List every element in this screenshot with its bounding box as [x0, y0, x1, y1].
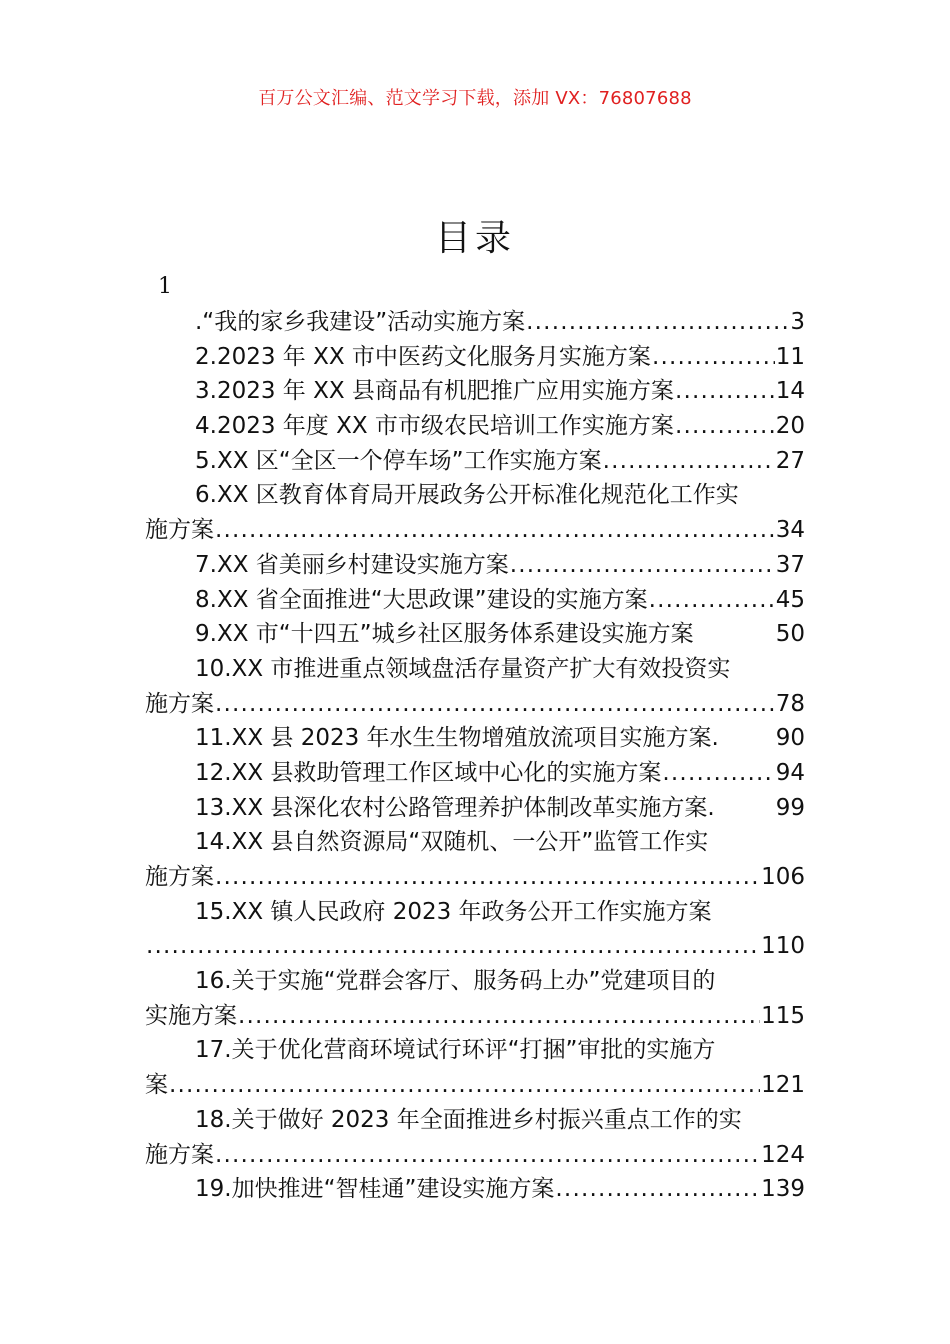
toc-entry-7[interactable] [145, 548, 805, 583]
toc-page-number: 94 [775, 759, 805, 786]
toc-entry-18-continued[interactable] [145, 1138, 805, 1173]
toc-entry-13[interactable] [145, 791, 805, 826]
toc-entry-14[interactable] [145, 825, 805, 860]
table-of-contents [145, 305, 805, 1207]
toc-entry-title: 18.关于做好 2023 年全面推进乡村振兴重点工作的实 [195, 1106, 742, 1133]
toc-page-number: 27 [775, 447, 805, 474]
header-banner: 百万公文汇编、范文学习下载，添加 VX：76807688 [258, 88, 692, 109]
toc-entry-16-continued[interactable] [145, 999, 805, 1034]
toc-entry-title-continued: 施方案 [145, 1141, 214, 1168]
toc-leader-dots [526, 305, 789, 340]
toc-entry-title: 6.XX 区教育体育局开展政务公开标准化规范化工作实 [195, 482, 739, 509]
toc-entry-14-continued[interactable] [145, 860, 805, 895]
toc-leader-dots [675, 409, 775, 444]
toc-page-number: 121 [761, 1072, 805, 1099]
toc-entry-title: 7.XX 省美丽乡村建设实施方案 [195, 551, 509, 578]
toc-entry-10[interactable] [145, 652, 805, 687]
toc-page-number: 50 [775, 621, 805, 648]
toc-leader-dots [510, 548, 775, 583]
toc-page-number: 124 [761, 1141, 805, 1168]
toc-entry-11[interactable] [145, 721, 805, 756]
toc-entry-15-continued[interactable] [145, 929, 805, 964]
toc-entry-5[interactable] [145, 444, 805, 479]
toc-entry-title: 4.2023 年度 XX 市市级农民培训工作实施方案 [195, 413, 674, 440]
page-title: 目录 [434, 218, 515, 259]
toc-leader-dots [215, 513, 775, 548]
toc-entry-title: 17.关于优化营商环境试行环评“打捆”审批的实施方 [195, 1037, 716, 1064]
toc-page-number: 115 [761, 1002, 805, 1029]
toc-page-number: 139 [761, 1176, 805, 1203]
toc-leader-dots [603, 444, 775, 479]
toc-entry-16[interactable] [145, 964, 805, 999]
toc-entry-3[interactable] [145, 374, 805, 409]
toc-leader-dots [215, 687, 775, 722]
toc-entry-title: 2.2023 年 XX 市中医药文化服务月实施方案 [195, 343, 651, 370]
toc-leader-dots [649, 583, 775, 618]
toc-entry-title: 8.XX 省全面推进“大思政课”建设的实施方案 [195, 586, 648, 613]
toc-page-number: 110 [761, 933, 805, 960]
toc-entry-title-continued: 案 [145, 1072, 168, 1099]
toc-page-number: 45 [775, 586, 805, 613]
toc-entry-title-continued: 实施方案 [145, 1002, 237, 1029]
toc-leader-dots [652, 340, 775, 375]
toc-entry-title: 13.XX 县深化农村公路管理养护体制改革实施方案. [195, 794, 715, 821]
toc-entry-17-continued[interactable] [145, 1068, 805, 1103]
toc-entry-title: 12.XX 县救助管理工作区域中心化的实施方案 [195, 759, 662, 786]
toc-entry-title: 15.XX 镇人民政府 2023 年政务公开工作实施方案 [195, 898, 712, 925]
toc-leader-dots [169, 1068, 760, 1103]
toc-entry-18[interactable] [145, 1103, 805, 1138]
toc-page-number: 106 [761, 864, 805, 890]
toc-entry-2[interactable] [145, 340, 805, 375]
toc-leader-dots [215, 1138, 760, 1173]
toc-entry-19[interactable] [145, 1172, 805, 1207]
toc-page-number: 11 [775, 343, 805, 370]
toc-entry-15[interactable] [145, 895, 805, 930]
toc-entry-17[interactable] [145, 1033, 805, 1068]
toc-page-number: 37 [775, 551, 805, 578]
toc-page-number: 78 [775, 690, 805, 717]
toc-entry-title: 3.2023 年 XX 县商品有机肥推广应用实施方案 [195, 378, 674, 405]
toc-entry-title: 14.XX 县自然资源局“双随机、一公开”监管工作实 [195, 829, 709, 856]
toc-leader-dots [555, 1172, 760, 1207]
toc-entry-title-continued: 施方案 [145, 690, 214, 717]
toc-leader-dots [146, 929, 760, 964]
toc-page-number: 14 [775, 378, 805, 405]
toc-entry-6-continued[interactable] [145, 513, 805, 548]
toc-entry-title: 16.关于实施“党群会客厅、服务码上办”党建项目的 [195, 968, 716, 995]
toc-leader-dots [675, 374, 775, 409]
toc-leader-dots [662, 756, 774, 791]
toc-page-number: 20 [775, 413, 805, 440]
toc-entry-title: 11.XX 县 2023 年水生生物增殖放流项目实施方案. [195, 725, 719, 752]
toc-page-number: 34 [775, 517, 805, 544]
toc-entry-title-continued: 施方案 [145, 517, 214, 544]
toc-entry-4[interactable] [145, 409, 805, 444]
toc-entry-8[interactable] [145, 583, 805, 618]
toc-entry-10-continued[interactable] [145, 687, 805, 722]
toc-entry-1[interactable] [145, 305, 805, 340]
toc-entry-12[interactable] [145, 756, 805, 791]
toc-leader-dots [238, 999, 760, 1034]
toc-lead-number: 1 [158, 274, 172, 299]
toc-entry-title: 9.XX 市“十四五”城乡社区服务体系建设实施方案 [195, 621, 694, 648]
toc-entry-9[interactable] [145, 617, 805, 652]
toc-entry-title: .“我的家乡我建设”活动实施方案 [195, 309, 526, 335]
toc-page-number: 90 [775, 725, 805, 752]
toc-entry-title: 10.XX 市推进重点领域盘活存量资产扩大有效投资实 [195, 655, 731, 682]
toc-leader-dots [215, 860, 760, 895]
toc-page-number: 3 [790, 309, 805, 335]
toc-entry-title-continued: 施方案 [145, 864, 214, 890]
toc-entry-title: 5.XX 区“全区一个停车场”工作实施方案 [195, 447, 602, 474]
toc-entry-6[interactable] [145, 478, 805, 513]
toc-page-number: 99 [775, 794, 805, 821]
toc-entry-title: 19.加快推进“智桂通”建设实施方案 [195, 1176, 555, 1203]
